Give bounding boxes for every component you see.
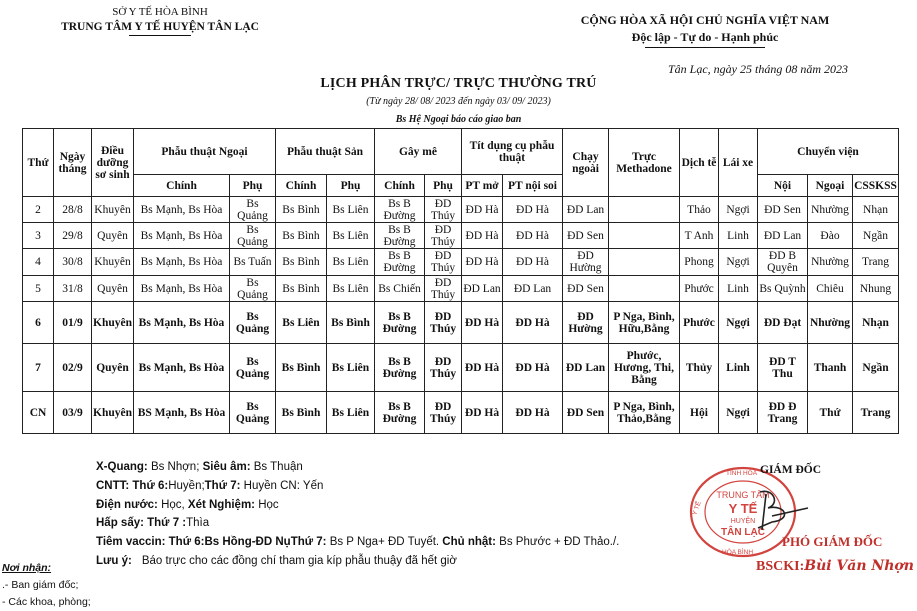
table-cell: 28/8 — [54, 197, 92, 223]
table-row — [23, 344, 899, 392]
table-cell: Khuyên — [92, 249, 134, 276]
date-range: (Từ ngày 28/ 08/ 2023 đến ngày 03/ 09/ 2023) — [366, 96, 551, 107]
table-cell: Quyên — [92, 276, 134, 302]
table-cell: ĐD Hà — [462, 197, 503, 223]
table-cell: Thủy — [680, 344, 719, 392]
table-cell: ĐD Đ Trang — [758, 392, 808, 434]
table-cell: Ngần — [853, 344, 899, 392]
motto: Độc lập - Tự do - Hạnh phúc — [631, 30, 779, 44]
col-lai-xe: Lái xe — [719, 129, 758, 197]
sub-chinh: Chính — [134, 175, 230, 197]
table-cell: ĐD Hà — [462, 223, 503, 249]
table-cell: ĐD T Thu — [758, 344, 808, 392]
table-cell: Quyên — [92, 344, 134, 392]
table-cell: T Anh — [680, 223, 719, 249]
table-cell: Bs B Đường — [375, 302, 425, 344]
table-cell: 3 — [23, 223, 54, 249]
table-row — [23, 223, 899, 249]
recipients-title: Nơi nhận: — [2, 562, 52, 574]
sub-noi: Nội — [758, 175, 808, 197]
table-cell: Khuyên — [92, 197, 134, 223]
col-pt-ngoai: Phẫu thuật Ngoại — [134, 129, 276, 175]
table-cell: ĐD B Quyên — [758, 249, 808, 276]
table-cell: CN — [23, 392, 54, 434]
table-cell: 6 — [23, 302, 54, 344]
note-tiem-vaccin: Tiêm vaccin: Thứ 6:Bs Hồng-ĐD NụThứ 7: Bs P Nga+ ĐD Tuyết. Chủ nhật: Bs Phước + ĐD Thảo./. — [96, 536, 620, 549]
col-tdc: Tít dụng cụ phẫu thuật — [462, 129, 563, 175]
table-cell: Phước — [680, 302, 719, 344]
table-cell: Bs Mạnh, Bs Hòa — [134, 249, 230, 276]
table-cell: Thanh — [808, 344, 853, 392]
table-cell: P Nga, Bình, Thảo,Bằng — [609, 392, 680, 434]
table-cell: 03/9 — [54, 392, 92, 434]
signer — [756, 558, 914, 575]
table-row — [23, 197, 899, 223]
table-cell: ĐD Sen — [563, 276, 609, 302]
table-cell: Khuyên — [92, 302, 134, 344]
signature-scribble — [758, 491, 808, 530]
table-cell: ĐD Thúy — [425, 344, 462, 392]
table-cell: Bs Mạnh, Bs Hòa — [134, 344, 230, 392]
table-cell: ĐD Hà — [462, 302, 503, 344]
table-cell: Trang — [853, 249, 899, 276]
table-cell: Bs Bình — [276, 392, 327, 434]
table-cell: Bs Quảng — [230, 223, 276, 249]
table-cell: Phong — [680, 249, 719, 276]
table-cell: 5 — [23, 276, 54, 302]
recipient-item: - Các khoa, phòng; — [2, 596, 91, 608]
seal-ring-top: TỈNH HÒA — [726, 470, 758, 477]
table-cell: Bs Liên — [327, 223, 375, 249]
signature-title: GIÁM ĐỐC — [760, 464, 822, 476]
sub-phu: Phụ — [327, 175, 375, 197]
sub-phu: Phụ — [425, 175, 462, 197]
col-dieuduong: Điều dưỡng sơ sinh — [92, 129, 134, 197]
table-body — [23, 197, 899, 434]
table-cell: Bs Liên — [327, 249, 375, 276]
table-cell: Bs Liên — [327, 392, 375, 434]
table-cell: ĐD Sen — [563, 392, 609, 434]
table-cell: Bs B Đường — [375, 197, 425, 223]
table-cell: Bs B Đường — [375, 223, 425, 249]
table-cell — [609, 197, 680, 223]
table-subheader-row — [23, 175, 899, 197]
table-cell: Bs B Đường — [375, 392, 425, 434]
recipient-item: .- Ban giám đốc; — [2, 579, 79, 591]
table-cell: Ngợi — [719, 302, 758, 344]
table-cell: Bs Liên — [276, 302, 327, 344]
table-cell: Bs B Đường — [375, 249, 425, 276]
table-cell: Bs Quảng — [230, 302, 276, 344]
sub-pt-mo: PT mở — [462, 175, 503, 197]
table-cell: Bs Liên — [327, 276, 375, 302]
seal-line-2: Y TẾ — [728, 501, 758, 516]
sub-csskss: CSSKSS — [853, 175, 899, 197]
table-cell: BS Mạnh, Bs Hòa — [134, 392, 230, 434]
table-cell: Khuyên — [92, 392, 134, 434]
seal-line-3: HUYỆN — [730, 518, 756, 525]
col-chay-ngoai: Chạy ngoài — [563, 129, 609, 197]
schedule-table — [22, 128, 899, 434]
table-cell: Nhường — [808, 249, 853, 276]
col-pt-san: Phẫu thuật Sản — [276, 129, 375, 175]
table-cell: Nhường — [808, 302, 853, 344]
table-row — [23, 276, 899, 302]
table-cell: Linh — [719, 276, 758, 302]
table-cell: Phước, Hương, Thi, Bằng — [609, 344, 680, 392]
table-cell: Ngợi — [719, 249, 758, 276]
col-ngay: Ngày tháng — [54, 129, 92, 197]
table-cell — [609, 249, 680, 276]
table-row — [23, 302, 899, 344]
col-gay-me: Gây mê — [375, 129, 462, 175]
seal-ring-bottom: HÒA BÌNH — [722, 549, 754, 556]
place-date: Tân Lạc, ngày 25 tháng 08 năm 2023 — [668, 62, 848, 76]
table-header-row — [23, 129, 899, 175]
table-cell: ĐD Lan — [758, 223, 808, 249]
table-cell: Bs Bình — [276, 223, 327, 249]
recipients — [2, 560, 91, 611]
table-cell: Phước — [680, 276, 719, 302]
table-cell: 7 — [23, 344, 54, 392]
table-cell: Thứ — [808, 392, 853, 434]
table-cell: ĐD Hường — [563, 302, 609, 344]
note-hap-say: Hấp sấy: Thứ 7 :Thìa — [96, 517, 210, 530]
table-cell: Bs Bình — [276, 249, 327, 276]
col-chuyen-vien: Chuyển viện — [758, 129, 899, 175]
seal-line-1: TRUNG TÂM — [716, 490, 770, 500]
deputy-title: PHÓ GIÁM ĐỐC — [782, 534, 883, 549]
table-cell: ĐD Lan — [462, 276, 503, 302]
table-cell: Hội — [680, 392, 719, 434]
seal-line-4: TÂN LẠC — [721, 527, 765, 538]
table-cell: ĐD Hà — [503, 392, 563, 434]
table-cell — [609, 276, 680, 302]
table-cell: ĐD Thúy — [425, 302, 462, 344]
org-parent: SỞ Y TẾ HÒA BÌNH — [112, 6, 208, 18]
table-cell: 2 — [23, 197, 54, 223]
table-cell: ĐD Hà — [503, 344, 563, 392]
signer-prefix: BSCKI: — [756, 559, 805, 574]
country-name: CỘNG HÒA XÃ HỘI CHỦ NGHĨA VIỆT NAM — [580, 13, 830, 27]
table-cell: Bs Mạnh, Bs Hòa — [134, 223, 230, 249]
national-header — [545, 13, 865, 48]
table-cell: ĐD Hà — [503, 197, 563, 223]
seal-ring-left: Y TẾ — [691, 500, 703, 517]
table-cell: ĐD Thúy — [425, 197, 462, 223]
org-name: TRUNG TÂM Y TẾ HUYỆN TÂN LẠC — [61, 21, 259, 33]
table-cell: ĐD Hường — [563, 249, 609, 276]
sub-pt-noi-soi: PT nội soi — [503, 175, 563, 197]
org-divider — [129, 35, 191, 36]
duty-notes — [96, 458, 619, 571]
table-cell: Thảo — [680, 197, 719, 223]
table-cell: ĐD Lan — [563, 197, 609, 223]
note-xquang: X-Quang: Bs Nhợn; Siêu âm: Bs Thuận — [96, 461, 303, 473]
table-cell: 30/8 — [54, 249, 92, 276]
table-cell: Bs Mạnh, Bs Hòa — [134, 197, 230, 223]
table-cell: 29/8 — [54, 223, 92, 249]
table-cell: Nhường — [808, 197, 853, 223]
sub-ngoai: Ngoại — [808, 175, 853, 197]
page-title: LỊCH PHÂN TRỰC/ TRỰC THƯỜNG TRÚ — [320, 76, 597, 91]
table-cell: P Nga, Bình, Hữu,Bằng — [609, 302, 680, 344]
table-cell: Bs Bình — [276, 276, 327, 302]
note-dien-nuoc: Điện nước: Học, Xét Nghiệm: Học — [96, 498, 279, 511]
table-cell: Nhạn — [853, 197, 899, 223]
table-cell: ĐD Thúy — [425, 249, 462, 276]
table-cell: Bs B Đường — [375, 344, 425, 392]
col-methadone: Trực Methadone — [609, 129, 680, 197]
motto-divider — [645, 47, 765, 48]
table-cell: Bs Mạnh, Bs Hòa — [134, 302, 230, 344]
table-cell: ĐD Sen — [563, 223, 609, 249]
table-cell: ĐD Hà — [462, 249, 503, 276]
table-cell: Bs Bình — [327, 302, 375, 344]
table-cell: 4 — [23, 249, 54, 276]
table-cell: 02/9 — [54, 344, 92, 392]
table-cell: Ngần — [853, 223, 899, 249]
table-cell: Ngợi — [719, 392, 758, 434]
table-cell: ĐD Lan — [563, 344, 609, 392]
table-row — [23, 392, 899, 434]
org-header — [60, 6, 260, 36]
table-cell: Linh — [719, 344, 758, 392]
table-cell: Bs Quảng — [230, 392, 276, 434]
table-cell — [609, 223, 680, 249]
table-cell: ĐD Thúy — [425, 276, 462, 302]
note-luu-y: Lưu ý: Báo trực cho các đồng chí tham gia kíp phẫu thuậy đã hết giờ — [96, 554, 457, 567]
table-cell: Quyên — [92, 223, 134, 249]
report-note: Bs Hệ Ngoại báo cáo giao ban — [395, 114, 522, 125]
table-cell: Đào — [808, 223, 853, 249]
signer-name: Bùi Văn Nhợn — [804, 558, 914, 574]
table-cell: Bs Bình — [276, 344, 327, 392]
table-cell: Bs Tuấn — [230, 249, 276, 276]
table-cell: ĐD Hà — [503, 302, 563, 344]
sub-phu: Phụ — [230, 175, 276, 197]
sub-chinh: Chính — [375, 175, 425, 197]
table-cell: Nhung — [853, 276, 899, 302]
table-cell: Bs Bình — [276, 197, 327, 223]
note-cntt: CNTT: Thứ 6:Huyền;Thứ 7: Huyền CN: Yến — [96, 479, 324, 492]
table-cell: 31/8 — [54, 276, 92, 302]
table-cell: ĐD Hà — [503, 249, 563, 276]
table-cell: Ngợi — [719, 197, 758, 223]
table-cell: ĐD Hà — [462, 392, 503, 434]
table-cell: ĐD Đạt — [758, 302, 808, 344]
table-cell: Bs Quỳnh — [758, 276, 808, 302]
table-cell: Linh — [719, 223, 758, 249]
table-cell: ĐD Thúy — [425, 392, 462, 434]
table-cell: Chiêu — [808, 276, 853, 302]
table-cell: Bs Chiến — [375, 276, 425, 302]
table-cell: Bs Liên — [327, 197, 375, 223]
table-cell: Bs Quảng — [230, 197, 276, 223]
table-cell: Nhạn — [853, 302, 899, 344]
table-cell: 01/9 — [54, 302, 92, 344]
table-cell: Bs Quảng — [230, 276, 276, 302]
table-row — [23, 249, 899, 276]
table-cell: ĐD Hà — [503, 223, 563, 249]
table-cell: ĐD Lan — [503, 276, 563, 302]
col-thu: Thứ — [23, 129, 54, 197]
table-cell: ĐD Sen — [758, 197, 808, 223]
table-cell: ĐD Hà — [462, 344, 503, 392]
table-cell: Bs Mạnh, Bs Hòa — [134, 276, 230, 302]
col-dich-te: Dịch tễ — [680, 129, 719, 197]
table-cell: Bs Liên — [327, 344, 375, 392]
table-cell: ĐD Thúy — [425, 223, 462, 249]
sub-chinh: Chính — [276, 175, 327, 197]
table-cell: Trang — [853, 392, 899, 434]
table-cell: Bs Quảng — [230, 344, 276, 392]
